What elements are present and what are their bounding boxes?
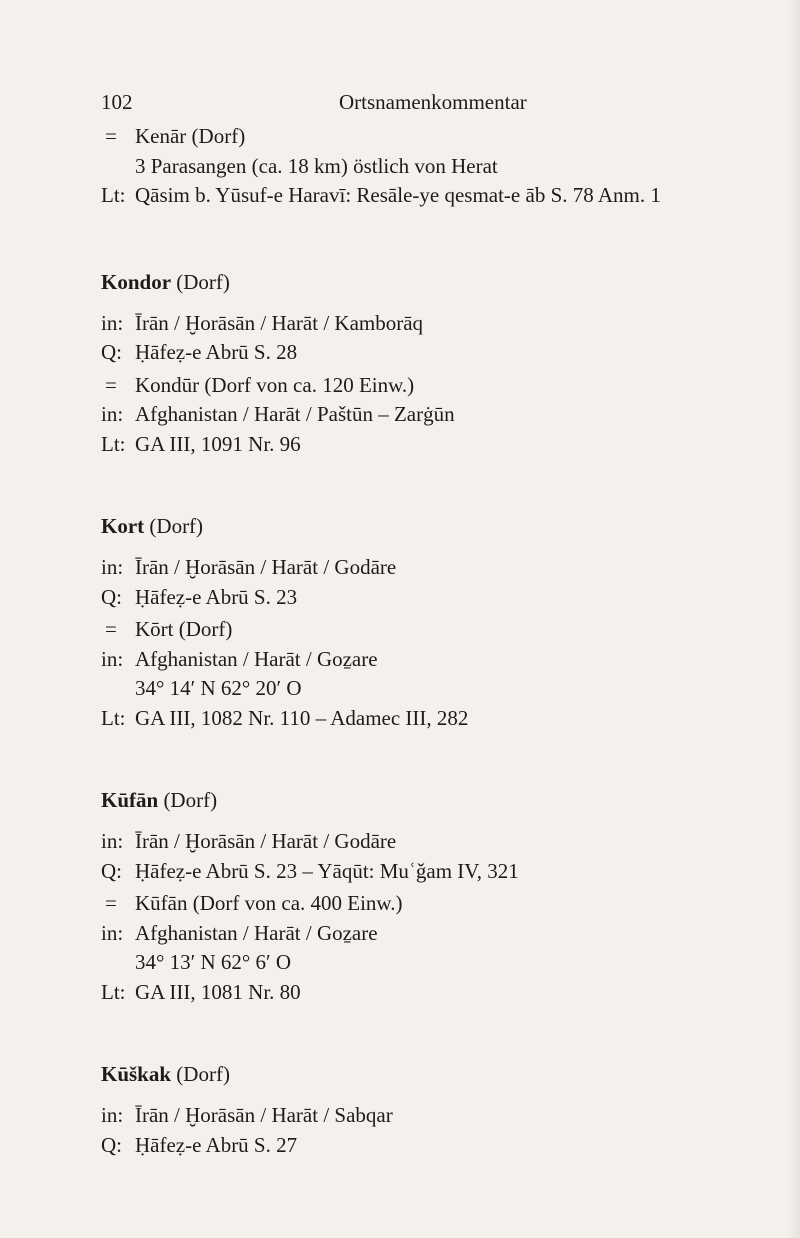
entry-name: Kūškak [101, 1062, 172, 1086]
line-prefix: Lt: [101, 183, 126, 207]
place-entry [101, 785, 761, 1007]
line-text: GA III, 1082 Nr. 110 – Adamec III, 282 [135, 705, 469, 730]
coordinates: 34° 13′ N 62° 6′ O [135, 950, 292, 974]
place-entry [101, 267, 761, 460]
line-prefix: = [105, 372, 117, 397]
line-text: Īrān / Ḫorāsān / Harāt / Godāre [135, 555, 397, 579]
line-prefix: in: [101, 310, 124, 335]
entry-line [101, 583, 761, 613]
line-text: Ḥāfeẓ-e Abrū S. 28 [135, 340, 298, 364]
entry-type: (Dorf) [163, 788, 218, 812]
entry-line [101, 338, 761, 368]
line-prefix: Lt: [101, 431, 126, 456]
entry-line [101, 181, 761, 211]
entry-line [101, 889, 761, 919]
entry-name: Kūfān [101, 788, 159, 812]
line-text: 3 Parasangen (ca. 18 km) östlich von Herat [135, 153, 498, 178]
line-prefix: = [105, 124, 117, 148]
line-text: Kōrt (Dorf) [135, 617, 233, 641]
line-prefix: Q: [101, 858, 122, 883]
entry-name: Kort [101, 514, 145, 538]
entry-heading [101, 267, 761, 309]
entry-line [101, 309, 761, 339]
line-prefix: Lt: [101, 979, 126, 1004]
place-entry [101, 511, 761, 733]
line-prefix: Q: [101, 584, 122, 609]
line-prefix: = [105, 891, 117, 915]
entry-heading [101, 1059, 761, 1101]
entry-heading [101, 511, 761, 553]
entry-line [101, 400, 761, 430]
line-text: Ḥāfeẓ-e Abrū S. 23 – Yāqūt: Muʿǧam IV, 321 [135, 858, 519, 883]
entry-line [101, 827, 761, 857]
line-text: GA III, 1081 Nr. 80 [135, 979, 301, 1004]
line-prefix: in: [101, 555, 124, 579]
line-text: Ḥāfeẓ-e Abrū S. 23 [135, 584, 298, 609]
line-text: Īrān / Ḫorāsān / Harāt / Godāre [135, 829, 397, 853]
entry-line [101, 1101, 761, 1131]
page-body [101, 122, 761, 1160]
line-text: Qāsim b. Yūsuf-e Haravī: Resāle-ye qesmat-e āb S. 78 Anm. 1 [135, 183, 661, 207]
line-text: GA III, 1091 Nr. 96 [135, 431, 301, 456]
line-prefix: in: [101, 646, 124, 671]
entry-type: (Dorf) [176, 1062, 230, 1086]
line-text: Afghanistan / Harāt / Paštūn – Zarġūn [135, 402, 455, 426]
entry-line [101, 857, 761, 887]
continuation-block [101, 122, 761, 211]
page-number: 102 [101, 90, 133, 114]
entry-heading [101, 785, 761, 827]
line-text: Kenār (Dorf) [135, 124, 246, 148]
coordinates: 34° 14′ N 62° 20′ O [135, 676, 302, 700]
page-header-title: Ortsnamenkommentar [339, 90, 527, 114]
place-entry [101, 1059, 761, 1160]
entry-line [101, 553, 761, 583]
line-prefix: in: [101, 1103, 124, 1127]
page-edge-shadow [786, 0, 800, 1238]
line-text: Kūfān (Dorf von ca. 400 Einw.) [135, 891, 403, 915]
entry-line [101, 430, 761, 460]
line-prefix: in: [101, 402, 124, 426]
line-prefix: Q: [101, 340, 122, 364]
line-prefix: Lt: [101, 705, 126, 730]
line-text: Afghanistan / Harāt / Goẕare [135, 920, 378, 945]
entry-line [101, 704, 761, 734]
line-prefix: in: [101, 920, 124, 945]
entry-line [101, 674, 761, 704]
entry-line [101, 615, 761, 645]
line-prefix: in: [101, 829, 124, 853]
entry-line [101, 122, 761, 152]
entry-line [101, 978, 761, 1008]
entry-type: (Dorf) [149, 514, 204, 538]
entry-line [101, 948, 761, 978]
line-prefix: Q: [101, 1132, 122, 1157]
entry-name: Kondor [101, 269, 172, 294]
line-text: Afghanistan / Harāt / Goẕare [135, 646, 378, 671]
entry-type: (Dorf) [176, 269, 230, 294]
line-text: Kondūr (Dorf von ca. 120 Einw.) [135, 372, 415, 397]
line-text: Īrān / Ḫorāsān / Harāt / Sabqar [135, 1103, 393, 1127]
entry-line [101, 371, 761, 401]
line-text: Īrān / Ḫorāsān / Harāt / Kamborāq [135, 310, 424, 335]
line-prefix: = [105, 617, 117, 641]
entry-line [101, 152, 761, 182]
entry-line [101, 919, 761, 949]
entry-line [101, 645, 761, 675]
running-head [101, 88, 527, 116]
entry-line [101, 1131, 761, 1161]
line-text: Ḥāfeẓ-e Abrū S. 27 [135, 1132, 298, 1157]
